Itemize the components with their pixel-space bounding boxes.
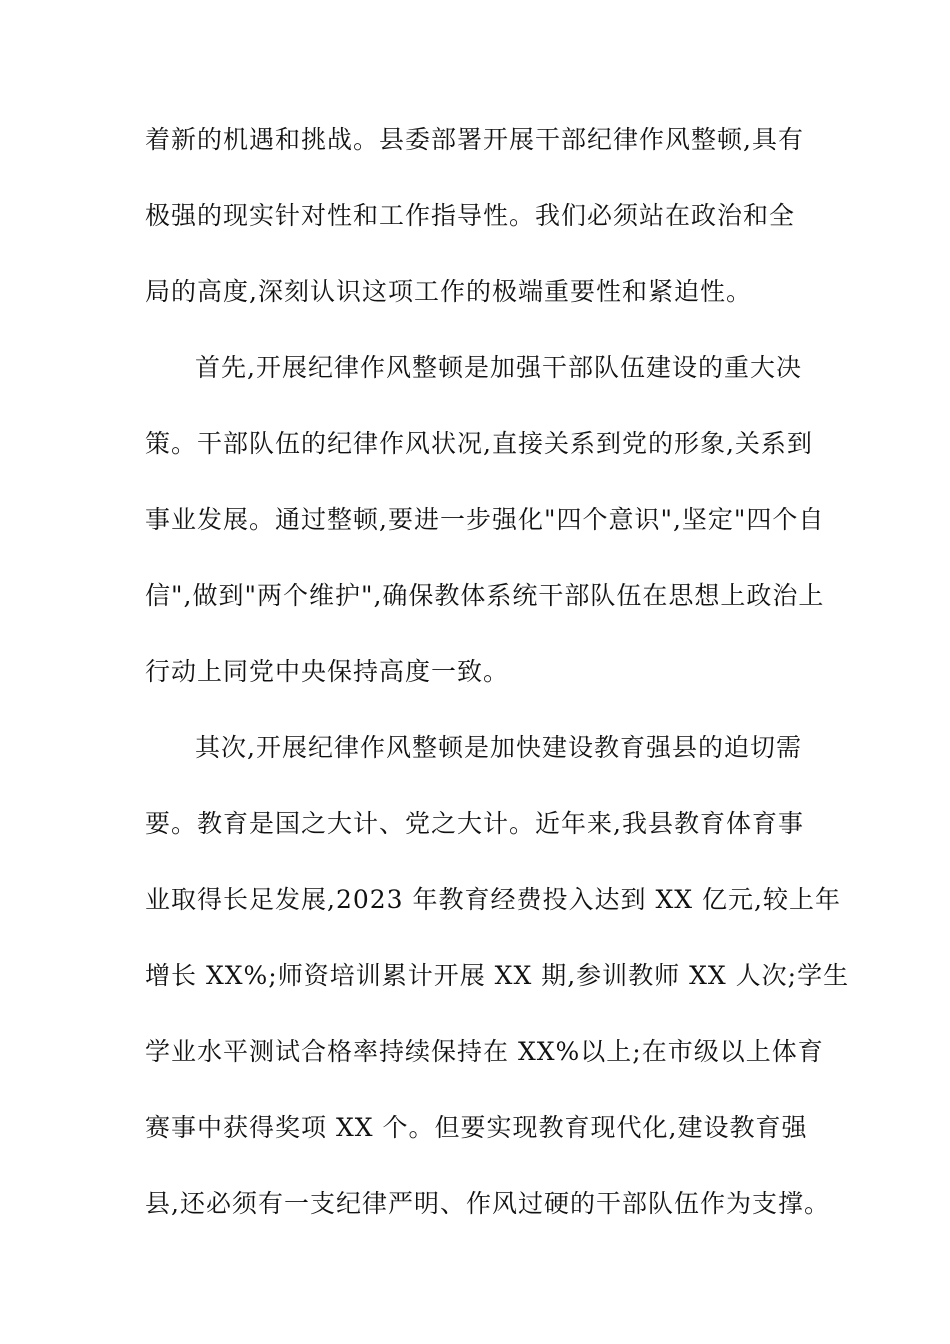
paragraph-2-line-2: 策。干部队伍的纪律作风状况,直接关系到党的形象,关系到 xyxy=(145,429,813,458)
paragraph-1-line-1: 着新的机遇和挑战。县委部署开展干部纪律作风整顿,具有 xyxy=(145,125,804,154)
paragraph-2-line-5: 行动上同党中央保持高度一致。 xyxy=(145,657,510,686)
paragraph-3-line-7: 县,还必须有一支纪律严明、作风过硬的干部队伍作为支撑。 xyxy=(145,1189,830,1218)
paragraph-2-line-4: 信",做到"两个维护",确保教体系统干部队伍在思想上政治上 xyxy=(145,581,825,610)
paragraph-2-line-1: 首先,开展纪律作风整顿是加强干部队伍建设的重大决 xyxy=(195,353,802,382)
paragraph-3-line-2: 要。教育是国之大计、党之大计。近年来,我县教育体育事 xyxy=(145,809,804,838)
paragraph-3-line-5: 学业水平测试合格率持续保持在 XX%以上;在市级以上体育 xyxy=(145,1037,824,1066)
paragraph-3-line-3: 业取得长足发展,2023 年教育经费投入达到 XX 亿元,较上年 xyxy=(145,885,841,914)
paragraph-3-line-6: 赛事中获得奖项 XX 个。但要实现教育现代化,建设教育强 xyxy=(145,1113,808,1142)
paragraph-3-line-1: 其次,开展纪律作风整顿是加快建设教育强县的迫切需 xyxy=(195,733,802,762)
paragraph-2-line-3: 事业发展。通过整顿,要进一步强化"四个意识",坚定"四个自 xyxy=(145,505,825,534)
paragraph-3-line-4: 增长 XX%;师资培训累计开展 XX 期,参训教师 XX 人次;学生 xyxy=(145,961,850,990)
paragraph-1-line-2: 极强的现实针对性和工作指导性。我们必须站在政治和全 xyxy=(145,201,796,230)
paragraph-1-line-3: 局的高度,深刻认识这项工作的极端重要性和紧迫性。 xyxy=(145,277,752,306)
